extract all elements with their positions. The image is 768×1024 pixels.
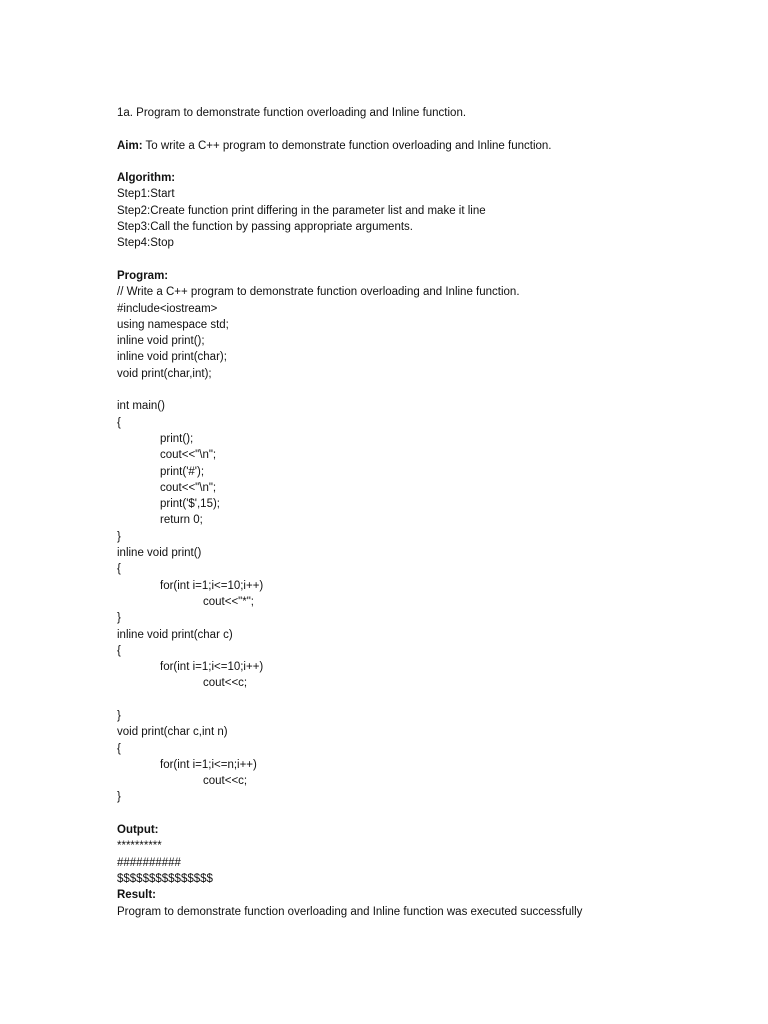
output-label: Output:	[117, 824, 159, 837]
output-line: $$$$$$$$$$$$$$$	[117, 872, 213, 885]
algorithm-label: Algorithm:	[117, 172, 176, 185]
code-line: cout<<"\n";	[160, 481, 217, 494]
code-line: {	[117, 742, 121, 755]
code-line: {	[117, 563, 121, 576]
algorithm-step: Step1:Start	[117, 188, 175, 201]
code-line: for(int i=1;i<=10;i++)	[160, 579, 264, 592]
code-line: }	[117, 530, 121, 543]
code-line: print('#');	[160, 465, 205, 478]
code-line: for(int i=1;i<=10;i++)	[160, 661, 264, 674]
code-line: #include<iostream>	[117, 302, 218, 315]
output-line: ##########	[117, 856, 181, 869]
code-line: // Write a C++ program to demonstrate function overloading and Inline function.	[117, 286, 520, 299]
algorithm-step: Step4:Stop	[117, 237, 174, 250]
code-line: inline void print(char);	[117, 351, 227, 364]
code-line: cout<<"\n";	[160, 449, 217, 462]
code-line: using namespace std;	[117, 318, 229, 331]
code-line: }	[117, 709, 121, 722]
code-line: int main()	[117, 400, 165, 413]
code-line: }	[117, 612, 121, 625]
output-line: **********	[117, 840, 162, 853]
code-line: void print(char,int);	[117, 367, 212, 380]
code-line: print();	[160, 432, 194, 445]
program-label: Program:	[117, 269, 169, 282]
result-label: Result:	[117, 889, 156, 902]
code-line: }	[117, 791, 121, 804]
aim-text: To write a C++ program to demonstrate function overloading and Inline function.	[142, 139, 552, 152]
code-line: inline void print();	[117, 335, 205, 348]
code-line	[117, 692, 737, 708]
code-line: cout<<c;	[203, 775, 248, 788]
code-line: print('$',15);	[160, 498, 220, 511]
code-line: cout<<c;	[203, 677, 248, 690]
algorithm-step: Step2:Create function print differing in the parameter list and make it line	[117, 204, 486, 217]
code-line	[117, 382, 737, 398]
algorithm-step: Step3:Call the function by passing appropriate arguments.	[117, 221, 413, 234]
code-line: {	[117, 416, 121, 429]
aim-label: Aim:	[117, 139, 143, 152]
document-page	[117, 105, 737, 920]
code-line: cout<<"*";	[203, 595, 255, 608]
aim-line	[117, 138, 737, 154]
document-heading: 1a. Program to demonstrate function overloading and Inline function.	[117, 107, 467, 119]
code-line: for(int i=1;i<=n;i++)	[160, 758, 257, 771]
code-line: void print(char c,int n)	[117, 726, 228, 739]
code-line: inline void print()	[117, 547, 202, 560]
result-text: Program to demonstrate function overloading and Inline function was executed successfully	[117, 905, 583, 918]
code-line: inline void print(char c)	[117, 628, 233, 641]
code-line: return 0;	[160, 514, 203, 527]
code-line: {	[117, 644, 121, 657]
